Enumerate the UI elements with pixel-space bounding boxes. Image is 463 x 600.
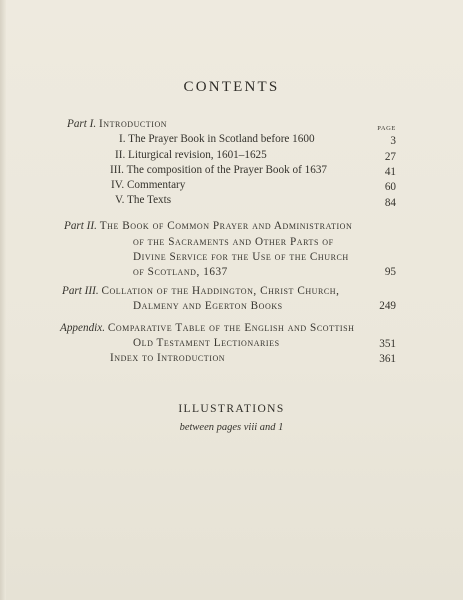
index-entry: Index to Introduction bbox=[110, 352, 226, 364]
part2-title-line: Divine Service for the Use of the Church bbox=[133, 251, 349, 263]
part1-entry bbox=[67, 118, 167, 130]
chapter-numeral: IV. bbox=[111, 179, 125, 191]
appendix-title-line: Comparative Table of the English and Scottish bbox=[107, 322, 355, 334]
chapter-page-number: 27 bbox=[384, 151, 396, 163]
appendix-page-number: 351 bbox=[379, 338, 396, 350]
part3-label: Part III. bbox=[62, 285, 99, 297]
page-column-header: PAGE bbox=[377, 125, 396, 132]
appendix-label: Appendix. bbox=[60, 322, 106, 334]
index-page-number: 361 bbox=[379, 353, 396, 365]
chapter-numeral: I. bbox=[119, 133, 126, 145]
chapter-entry bbox=[119, 133, 315, 145]
part2-label: Part II. bbox=[64, 220, 97, 232]
part2-page-number: 95 bbox=[384, 266, 396, 278]
part2-title-line: The Book of Common Prayer and Administration bbox=[99, 220, 353, 232]
chapter-title: The composition of the Prayer Book of 1637 bbox=[126, 164, 328, 176]
chapter-numeral: V. bbox=[115, 194, 125, 206]
chapter-entry bbox=[115, 149, 267, 161]
chapter-numeral: II. bbox=[115, 149, 126, 161]
part2-title-line: of the Sacraments and Other Parts of bbox=[133, 236, 334, 248]
chapter-title: The Texts bbox=[127, 194, 172, 206]
part2-title-line: of Scotland, 1637 bbox=[133, 266, 228, 278]
chapter-page-number: 41 bbox=[384, 166, 396, 178]
chapter-entry bbox=[115, 194, 171, 206]
part2-entry bbox=[64, 220, 352, 232]
chapter-title: Liturgical revision, 1601–1625 bbox=[128, 149, 267, 161]
appendix-title-line: Old Testament Lectionaries bbox=[133, 337, 280, 349]
part1-label: Part I. bbox=[67, 118, 97, 130]
chapter-title: The Prayer Book in Scotland before 1600 bbox=[128, 133, 315, 145]
chapter-title: Commentary bbox=[126, 179, 186, 191]
chapter-entry bbox=[110, 164, 327, 176]
part3-entry bbox=[62, 285, 339, 297]
appendix-entry bbox=[60, 322, 354, 334]
illustrations-heading: ILLUSTRATIONS bbox=[178, 403, 285, 415]
part1-title: Introduction bbox=[99, 118, 168, 130]
part3-title-line: Dalmeny and Egerton Books bbox=[133, 300, 283, 312]
contents-heading: CONTENTS bbox=[183, 79, 280, 95]
part3-title-line: Collation of the Haddington, Christ Church, bbox=[101, 285, 340, 297]
chapter-page-number: 84 bbox=[384, 197, 396, 209]
chapter-page-number: 60 bbox=[384, 181, 396, 193]
part3-page-number: 249 bbox=[379, 300, 396, 312]
illustrations-subtitle: between pages viii and 1 bbox=[179, 422, 284, 433]
chapter-page-number: 3 bbox=[390, 135, 396, 147]
chapter-entry bbox=[111, 179, 185, 191]
chapter-numeral: III. bbox=[110, 164, 124, 176]
